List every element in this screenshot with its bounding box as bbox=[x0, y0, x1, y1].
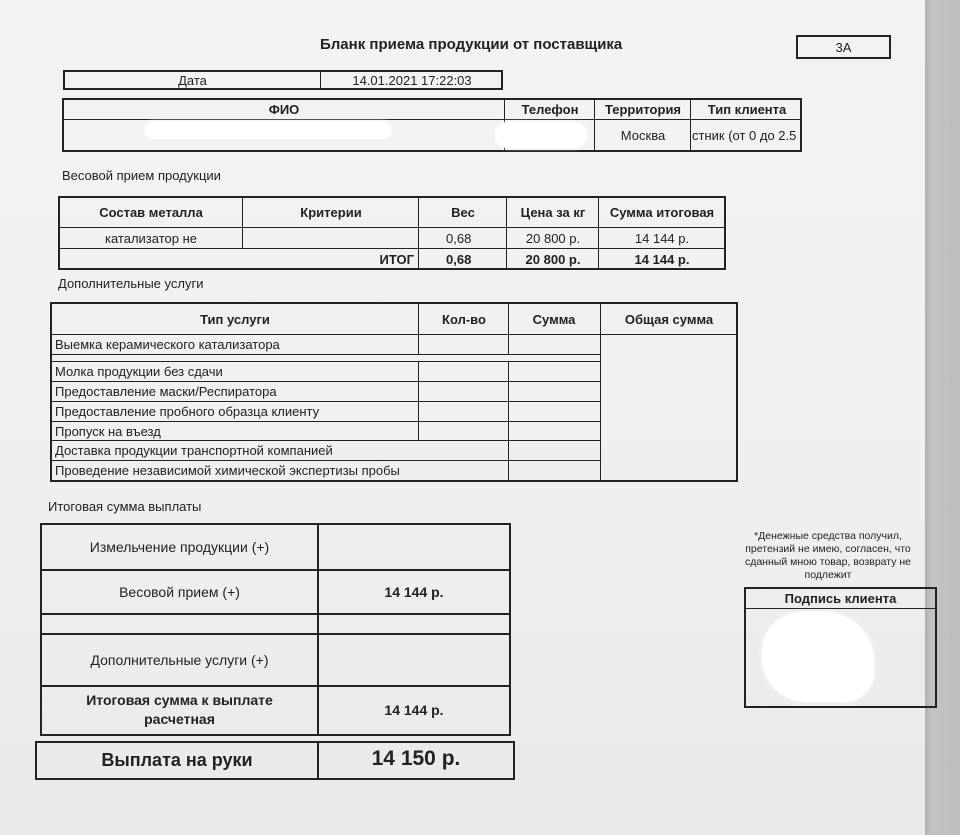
service-item: Предоставление пробного образца клиенту bbox=[55, 404, 320, 419]
form-code: 3А bbox=[796, 35, 891, 59]
payout-value-services bbox=[319, 635, 509, 685]
form-title: Бланк приема продукции от поставщика bbox=[320, 36, 623, 53]
col-sum: Сумма bbox=[532, 311, 576, 327]
cash-payout-row bbox=[35, 741, 515, 780]
payout-label-calculated: Итоговая сумма к выплате расчетная bbox=[86, 692, 273, 727]
row-weight: 0,68 bbox=[446, 230, 472, 246]
date-row bbox=[63, 70, 503, 90]
total-weight: 0,68 bbox=[446, 251, 472, 267]
territory-value: Москва bbox=[620, 127, 666, 143]
phone-header: Телефон bbox=[521, 102, 579, 117]
signature-label: Подпись клиента bbox=[784, 591, 897, 606]
weight-section-heading: Весовой прием продукции bbox=[62, 168, 221, 183]
service-item: Проведение независимой химической экспертизы пробы bbox=[55, 463, 400, 478]
total-label: ИТОГ bbox=[379, 251, 414, 267]
cash-payout-label: Выплата на руки bbox=[101, 750, 253, 770]
col-service-type: Тип услуги bbox=[200, 311, 270, 327]
redacted-signature bbox=[762, 612, 874, 702]
weight-table bbox=[58, 196, 726, 270]
payout-section-heading: Итоговая сумма выплаты bbox=[48, 499, 202, 514]
col-metal: Состав металла bbox=[99, 205, 203, 220]
payout-label-services: Дополнительные услуги (+) bbox=[90, 652, 269, 668]
col-weight: Вес bbox=[451, 205, 475, 220]
col-price: Цена за кг bbox=[520, 205, 586, 220]
territory-header: Территория bbox=[604, 102, 682, 117]
date-label: Дата bbox=[178, 73, 207, 88]
services-table bbox=[50, 302, 738, 482]
payout-label-grinding: Измельчение продукции (+) bbox=[89, 539, 270, 555]
row-criteria bbox=[244, 228, 418, 248]
payout-value-calculated: 14 144 р. bbox=[384, 702, 444, 718]
service-item: Пропуск на въезд bbox=[55, 423, 161, 439]
col-overall-sum: Общая сумма bbox=[624, 311, 714, 327]
row-total: 14 144 р. bbox=[634, 230, 690, 246]
payout-label-weight: Весовой прием (+) bbox=[119, 584, 240, 600]
col-total: Сумма итоговая bbox=[609, 205, 715, 220]
client-type-header: Тип клиента bbox=[707, 102, 787, 117]
redacted-name bbox=[145, 121, 391, 139]
col-qty: Кол-во bbox=[442, 311, 486, 327]
total-price: 20 800 р. bbox=[525, 251, 581, 267]
row-metal: катализатор не bbox=[105, 230, 197, 246]
service-item: Предоставление маски/Респиратора bbox=[55, 384, 277, 399]
payout-value-grinding bbox=[319, 525, 509, 569]
service-item: Молка продукции без сдачи bbox=[55, 364, 223, 379]
row-price: 20 800 р. bbox=[525, 230, 581, 246]
redacted-phone bbox=[495, 122, 587, 148]
col-criteria: Критерии bbox=[300, 205, 362, 220]
payout-table bbox=[40, 523, 511, 736]
client-type-value: стник (от 0 до 2.5 bbox=[692, 127, 797, 143]
service-item: Выемка керамического катализатора bbox=[55, 336, 280, 352]
signature-note: *Денежные средства получил, претензий не имею, согласен, что сданный мною товар, возврату не подлежит bbox=[744, 530, 912, 581]
payout-value-weight: 14 144 р. bbox=[384, 584, 444, 600]
services-section-heading: Дополнительные услуги bbox=[58, 276, 204, 291]
date-value: 14.01.2021 17:22:03 bbox=[352, 73, 472, 88]
total-sum: 14 144 р. bbox=[634, 251, 690, 267]
service-item: Доставка продукции транспортной компанией bbox=[55, 443, 333, 458]
cash-payout-value: 14 150 р. bbox=[371, 747, 461, 770]
fio-header: ФИО bbox=[268, 102, 300, 117]
